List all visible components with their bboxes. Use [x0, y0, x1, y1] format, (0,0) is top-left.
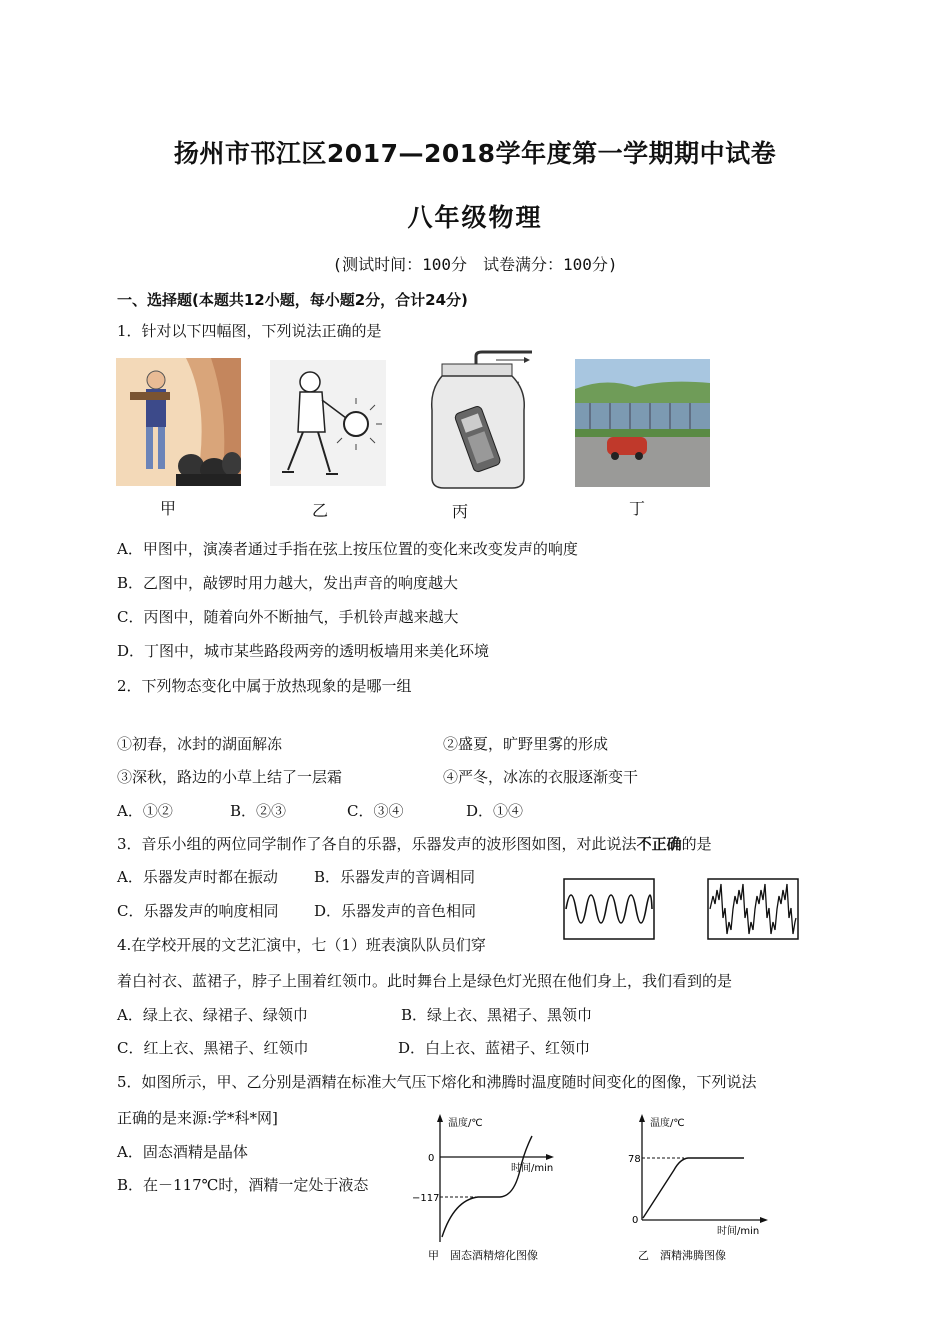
section-heading: 一、选择题(本题共12小题，每小题2分，合计24分)	[117, 291, 468, 309]
q3-option-c: C．乐器发声的响度相同	[117, 902, 279, 920]
q5-option-a: A．固态酒精是晶体	[117, 1143, 248, 1161]
exam-subtitle: 八年级物理	[407, 203, 543, 232]
q1-label-ding: 丁	[629, 499, 646, 518]
q2-item-3: ③深秋，路边的小草上结了一层霜	[117, 768, 343, 786]
q1-label-yi: 乙	[312, 501, 329, 520]
q3-waveform-2	[707, 878, 799, 940]
q1-label-jia: 甲	[160, 499, 177, 518]
q5-graph2-tick-boil: 78	[628, 1154, 641, 1165]
q5-graph1-ylabel: 温度/℃	[448, 1118, 483, 1129]
q5-graph-boiling	[622, 1112, 772, 1268]
q5-stem-2: 正确的是来源:学*科*网]	[117, 1109, 278, 1127]
q1-option-d: D．丁图中，城市某些路段两旁的透明板墙用来美化环境	[117, 642, 490, 660]
q1-option-c: C．丙图中，随着向外不断抽气，手机铃声越来越大	[117, 608, 459, 626]
q4-option-c: C．红上衣、黑裙子、红领巾	[117, 1039, 309, 1057]
q3-stem-emphasis: 不正确	[636, 835, 682, 853]
q2-option-a: A．①②	[117, 802, 173, 820]
q5-graph1-tick-melt: −117	[412, 1193, 440, 1204]
q1-stem: 1．针对以下四幅图，下列说法正确的是	[117, 322, 382, 340]
q2-option-c: C．③④	[347, 802, 404, 820]
q4-stem-2: 着白衬衣、蓝裙子，脖子上围着红领巾。此时舞台上是绿色灯光照在他们身上，我们看到的是	[117, 972, 733, 990]
q3-stem	[117, 833, 712, 854]
q1-figure-ding	[575, 359, 710, 487]
q4-option-d: D．白上衣、蓝裙子、红领巾	[398, 1039, 591, 1057]
q5-stem-1: 5．如图所示，甲、乙分别是酒精在标准大气压下熔化和沸腾时温度随时间变化的图像，下列说法	[117, 1073, 757, 1091]
q5-graph1-xlabel: 时间/min	[511, 1163, 554, 1174]
q5-graph2-xlabel: 时间/min	[717, 1226, 760, 1237]
exam-title: 扬州市邗江区2017—2018学年度第一学期期中试卷	[173, 139, 777, 168]
q5-option-b: B．在－117℃时，酒精一定处于液态	[117, 1176, 369, 1194]
q4-option-b: B．绿上衣、黑裙子、黑领巾	[401, 1006, 593, 1024]
q3-waveform-1	[563, 878, 655, 940]
q4-stem-1: 4.在学校开展的文艺汇演中，七（1）班表演队队员们穿	[117, 936, 486, 954]
q5-graph1-caption: 甲 固态酒精熔化图像	[428, 1249, 538, 1262]
q2-option-b: B．②③	[230, 802, 287, 820]
q1-figure-jia	[116, 358, 241, 486]
exam-info: (测试时间：100分 试卷满分：100分)	[332, 255, 618, 274]
q2-item-4: ④严冬，冰冻的衣服逐渐变干	[443, 768, 639, 786]
q2-item-1: ①初春，冰封的湖面解冻	[117, 735, 283, 753]
q5-graph2-tick-zero: 0	[632, 1215, 639, 1226]
q5-graph1-tick-zero: 0	[428, 1153, 435, 1164]
q1-option-b: B．乙图中，敲锣时用力越大，发出声音的响度越大	[117, 574, 459, 592]
q3-option-b: B．乐器发声的音调相同	[314, 868, 476, 886]
q5-graph2-caption: 乙 酒精沸腾图像	[638, 1249, 726, 1262]
q3-stem-post: 的是	[681, 835, 712, 853]
q2-item-2: ②盛夏，旷野里雾的形成	[443, 735, 609, 753]
q2-stem: 2．下列物态变化中属于放热现象的是哪一组	[117, 677, 412, 695]
q3-option-d: D．乐器发声的音色相同	[314, 902, 477, 920]
q3-option-a: A．乐器发声时都在振动	[117, 868, 278, 886]
q5-graph2-ylabel: 温度/℃	[650, 1118, 685, 1129]
q2-option-d: D．①④	[466, 802, 524, 820]
q1-figure-yi	[270, 360, 386, 486]
q1-label-bing: 丙	[452, 502, 469, 521]
q1-figure-bing	[426, 350, 534, 492]
q5-graph-melting	[408, 1112, 558, 1268]
q1-option-a: A．甲图中，演凑者通过手指在弦上按压位置的变化来改变发声的响度	[117, 540, 578, 558]
q4-option-a: A．绿上衣、绿裙子、绿领巾	[117, 1006, 308, 1024]
q3-stem-pre: 3．音乐小组的两位同学制作了各自的乐器，乐器发声的波形图如图，对此说法	[117, 835, 637, 853]
